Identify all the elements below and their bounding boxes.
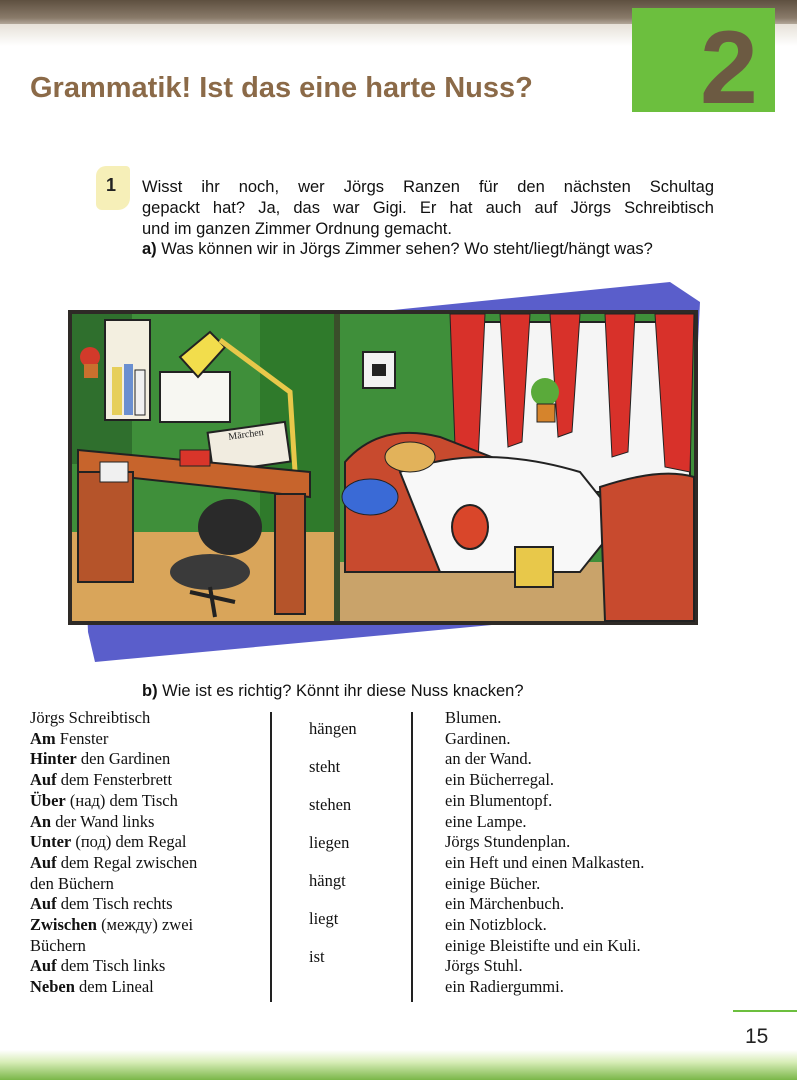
object-row: ein Bücherregal. [445,770,555,790]
object-row: ein Märchenbuch. [445,894,565,914]
subject-preposition: Auf [30,770,57,790]
page-number: 15 [745,1025,769,1048]
object-column [445,708,644,998]
verb-item: steht [309,757,341,776]
subject-row [30,853,197,874]
bottom-border [0,1050,797,1080]
object-row: Gardinen. [445,728,511,748]
subject-column [30,708,197,998]
object-row: Jörgs Stuhl. [445,956,523,976]
subject-text: Jörgs Schreibtisch [30,708,151,727]
verb-item: stehen [309,795,352,814]
desk-chair [198,499,262,555]
subject-text: (над) dem Tisch [65,790,178,810]
subject-preposition: An [30,811,52,831]
schedule [160,372,230,422]
subject-preposition: Hinter [30,749,77,769]
subject-preposition: Auf [30,852,57,872]
subject-preposition: Am [30,728,56,748]
subject-text: dem Lineal [74,977,154,997]
subject-text: (между) zwei [96,915,194,935]
object-row: einige Bleistifte und ein Kuli. [445,935,641,955]
subject-row [30,812,197,833]
verb-item: hängt [309,871,346,890]
verb-item: liegen [309,833,350,852]
subject-preposition: Auf [30,894,57,914]
subject-preposition: Neben [30,977,75,997]
column-divider [270,712,272,1002]
exercise-number: 1 [106,175,117,195]
intro-line: und im ganzen Zimmer Ordnung gemacht. [142,220,452,238]
subject-row [30,832,197,853]
left-panel [72,314,334,621]
subject-row [30,936,197,957]
intro-line: Wisst ihr noch, wer Jörgs Ranzen für den nächsten Schultag [142,178,714,196]
pillow [342,479,398,515]
verb-item: hängen [309,719,357,738]
object-row: Blumen. [445,708,502,727]
subject-preposition: Zwischen [30,915,97,935]
object-row: ein Heft und einen Malkasten. [445,852,645,872]
object-row: an der Wand. [445,749,532,769]
verb-column [309,710,357,976]
column-divider [411,712,413,1002]
page-title: Grammatik! Ist das eine harte Nuss? [30,72,533,104]
exercise-intro [142,177,714,240]
task-a-label: a) [142,240,157,258]
plant [531,378,559,406]
task-b-label: b) [142,682,158,700]
task-a [142,240,653,259]
subject-text: dem Tisch links [56,956,166,976]
object-row: Jörgs Stundenplan. [445,832,571,852]
armchair [600,474,694,621]
subject-text: den Gardinen [76,749,171,769]
subject-text: (под) dem Regal [71,832,187,852]
verb-item: ist [309,947,325,966]
subject-row [30,956,197,977]
subject-row [30,708,197,729]
subject-row [30,874,197,895]
subject-text: Fenster [55,728,109,748]
subject-preposition: Auf [30,956,57,976]
object-row: eine Lampe. [445,811,527,831]
subject-preposition: Über [30,790,66,810]
subject-row [30,749,197,770]
book-title: Märchen [227,427,265,443]
subject-preposition: Unter [30,832,72,852]
subject-row [30,729,197,750]
task-b-text: Wie ist es richtig? Könnt ihr diese Nuss knacken? [162,682,524,700]
task-b [142,682,524,701]
verb-item: liegt [309,909,339,928]
subject-row [30,977,197,998]
object-row: ein Blumentopf. [445,790,553,810]
object-row: ein Radiergummi. [445,977,564,997]
object-row: einige Bücher. [445,873,541,893]
subject-text: dem Tisch rechts [56,894,173,914]
room-illustration [60,272,720,672]
subject-text: Büchern [30,935,86,955]
subject-row [30,894,197,915]
unit-number: 2 [700,10,758,126]
subject-text: den Büchern [30,873,114,893]
subject-row [30,791,197,812]
right-panel [340,314,694,621]
subject-text: dem Fensterbrett [56,770,173,790]
mouse-character [452,505,488,549]
subject-text: dem Regal zwischen [56,852,198,872]
footer-rule [733,1010,797,1012]
task-a-text: Was können wir in Jörgs Zimmer sehen? Wo steht/liegt/hängt was? [161,240,653,258]
subject-row [30,770,197,791]
object-row: ein Notizblock. [445,915,547,935]
subject-row [30,915,197,936]
intro-line: gepackt hat? Ja, das war Gigi. Er hat auch auf Jörgs Schreibtisch [142,199,714,217]
subject-text: der Wand links [51,811,155,831]
